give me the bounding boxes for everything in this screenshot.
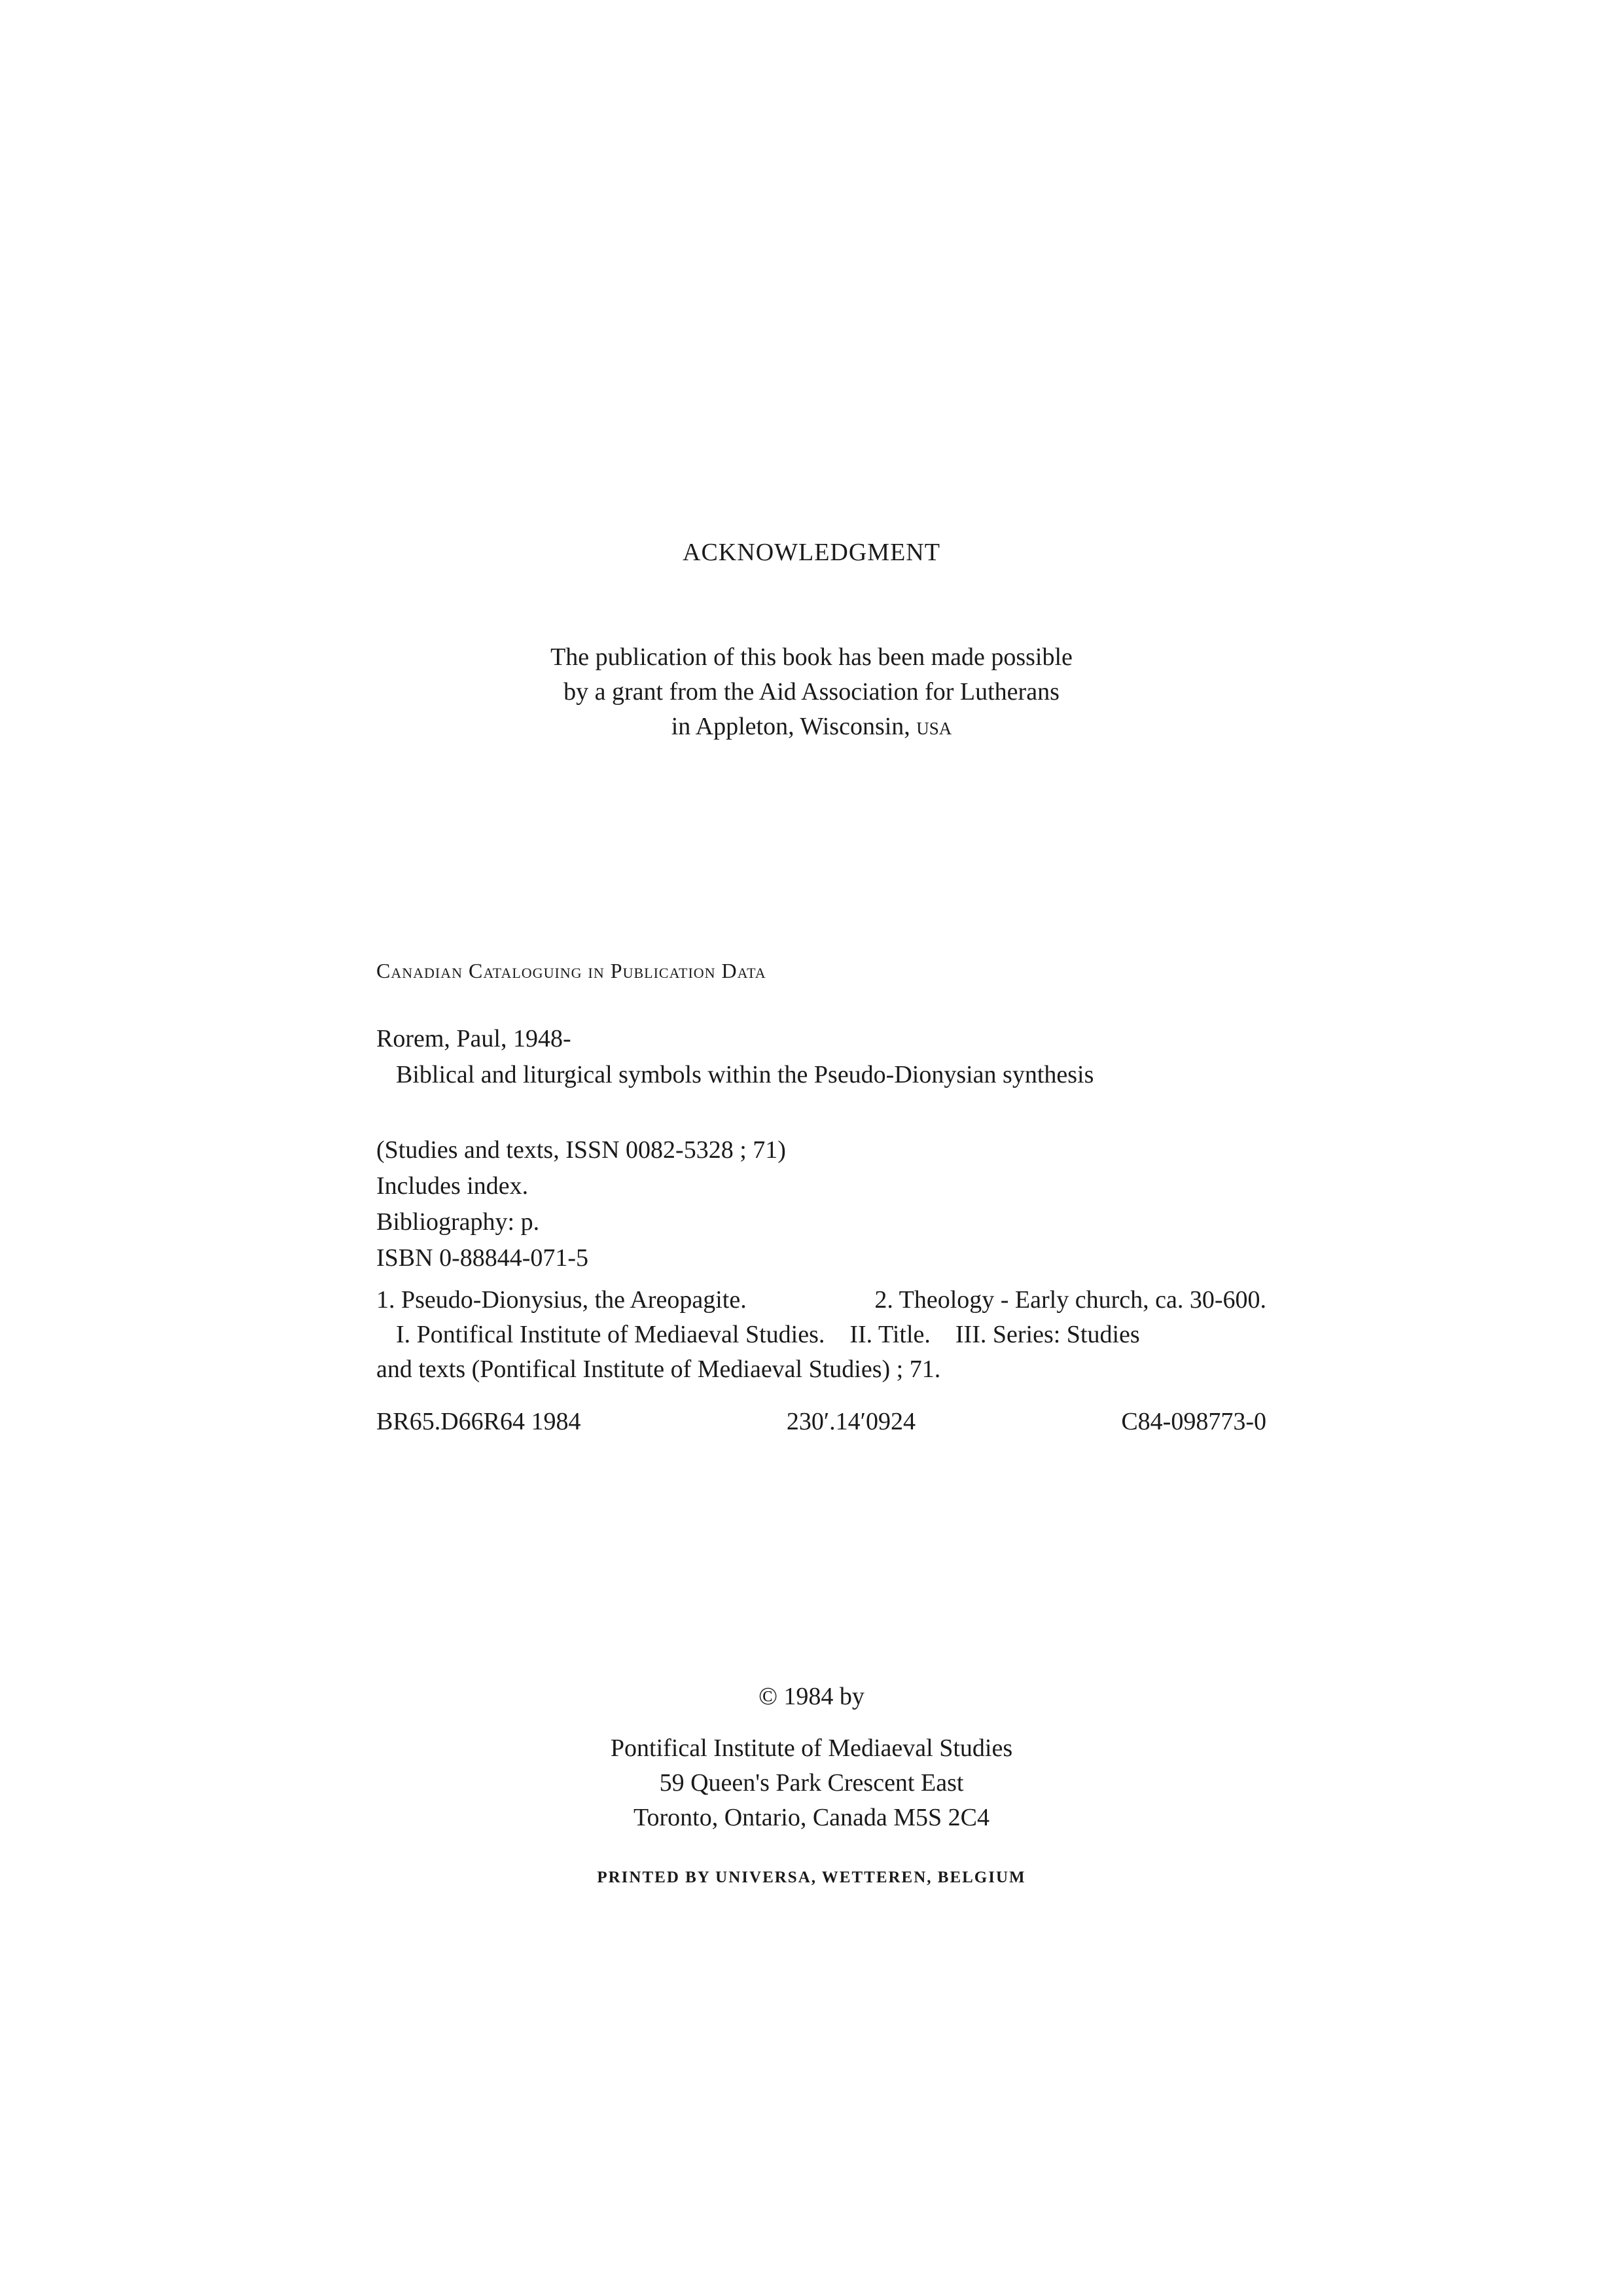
cip-series-note: (Studies and texts, ISSN 0082-5328 ; 71) — [376, 1136, 786, 1164]
cip-lc-number: BR65.D66R64 1984 — [376, 1408, 581, 1435]
acknowledgment-line-2: by a grant from the Aid Association for Lutherans — [563, 678, 1060, 706]
publisher-address-1: 59 Queen's Park Crescent East — [659, 1769, 964, 1797]
acknowledgment-location: in Appleton, Wisconsin, — [671, 713, 910, 740]
acknowledgment-text — [0, 640, 1623, 744]
cip-classification — [376, 1407, 1266, 1436]
acknowledgment-line-1: The publication of this book has been made possible — [550, 643, 1073, 671]
acknowledgment-title: ACKNOWLEDGMENT — [683, 539, 940, 566]
cip-index-note: Includes index. — [376, 1172, 529, 1200]
cip-subject-1: 1. Pseudo-Dionysius, the Areopagite. — [376, 1286, 747, 1314]
cip-book-title: Biblical and liturgical symbols within the Pseudo-Dionysian synthesis — [396, 1061, 1094, 1088]
cip-subjects-line-1 — [376, 1283, 1266, 1318]
cip-heading: Canadian Cataloguing in Publication Data — [376, 959, 766, 982]
cip-dewey-number: 230′.14′0924 — [786, 1408, 916, 1435]
cip-subjects — [376, 1283, 1266, 1387]
acknowledgment-country: usa — [916, 713, 952, 740]
cip-subject-2: 2. Theology - Early church, ca. 30-600. — [874, 1286, 1266, 1314]
publisher-block — [0, 1731, 1623, 1835]
acknowledgment-line-3 — [0, 709, 1623, 744]
cip-author-block — [376, 1021, 1266, 1093]
publisher-name: Pontifical Institute of Mediaeval Studies — [610, 1734, 1013, 1762]
cip-subjects-line-3: and texts (Pontifical Institute of Mediaeval Studies) ; 71. — [376, 1355, 941, 1383]
publisher-address-2: Toronto, Ontario, Canada M5S 2C4 — [633, 1804, 990, 1831]
cip-bibliography-note: Bibliography: p. — [376, 1208, 540, 1236]
cip-subjects-line-2: I. Pontifical Institute of Mediaeval Studies. II. Title. III. Series: Studies — [396, 1321, 1140, 1348]
cip-isbn: ISBN 0-88844-071-5 — [376, 1244, 589, 1272]
cip-author: Rorem, Paul, 1948- — [376, 1025, 571, 1052]
copyright-line: © 1984 by — [758, 1683, 865, 1710]
cip-number: C84-098773-0 — [1121, 1408, 1266, 1435]
printer-line: PRINTED BY UNIVERSA, WETTEREN, BELGIUM — [597, 1869, 1026, 1886]
cip-notes — [376, 1132, 1266, 1276]
